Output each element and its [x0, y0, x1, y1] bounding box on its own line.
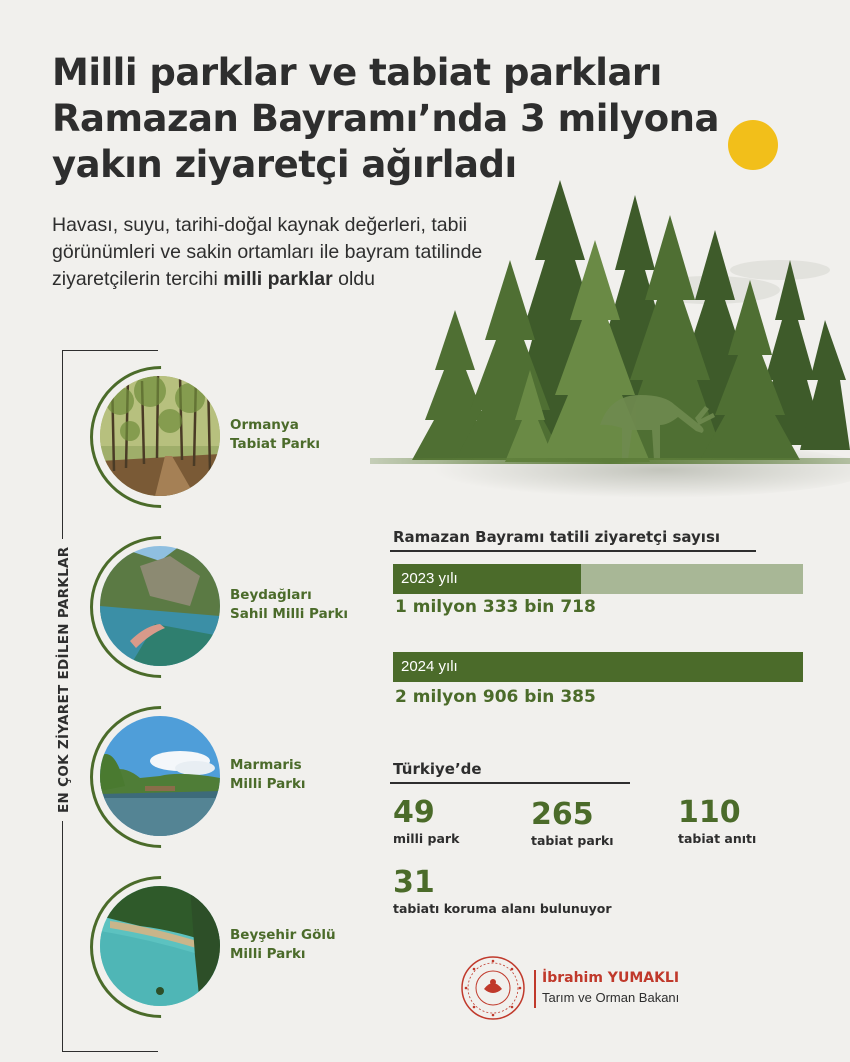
bar-year-label: 2024 yılı: [401, 658, 458, 675]
page-title: [52, 50, 752, 188]
chart-title: Ramazan Bayramı tatili ziyaretçi sayısı: [393, 528, 721, 546]
stat-caption: tabiat parkı: [531, 833, 614, 848]
bar-2023: [393, 564, 803, 594]
stat-nature-parks: [531, 798, 614, 848]
turkey-title: Türkiye’de: [393, 760, 482, 778]
most-visited-parks-label: EN ÇOK ZİYARET EDİLEN PARKLAR: [56, 539, 72, 821]
park-name-line1: Beydağları: [230, 587, 312, 603]
park-name: [230, 926, 390, 964]
park-name-line1: Beyşehir Gölü: [230, 927, 336, 943]
stat-number: 49: [393, 795, 435, 830]
bar-2024: [393, 652, 803, 682]
stat-nature-monuments: [678, 796, 756, 846]
title-line-2: Ramazan Bayramı’nda 3 milyona: [52, 97, 719, 140]
park-name-line2: Milli Parkı: [230, 776, 306, 792]
turkey-title-divider: [390, 782, 630, 784]
park-name-line2: Sahil Milli Parkı: [230, 606, 348, 622]
title-line-1: Milli parklar ve tabiat parkları: [52, 51, 662, 94]
park-photo-forest-path: [100, 376, 220, 496]
chart-title-divider: [390, 550, 756, 552]
stat-caption: milli park: [393, 831, 460, 846]
stat-number: 31: [393, 865, 435, 900]
subtitle-bold: milli parklar: [223, 268, 333, 290]
bar-value-2023: 1 milyon 333 bin 718: [395, 597, 596, 617]
park-name: [230, 756, 390, 794]
park-name-line1: Marmaris: [230, 757, 302, 773]
park-name-line1: Ormanya: [230, 417, 299, 433]
signature-divider: [534, 970, 536, 1008]
park-photo-lake: [100, 716, 220, 836]
stat-national-parks: [393, 796, 459, 846]
minister-role: Tarım ve Orman Bakanı: [542, 990, 680, 1005]
park-photo-turquoise-lake: [100, 886, 220, 1006]
bar-value-2024: 2 milyon 906 bin 385: [395, 687, 596, 707]
subtitle-end: oldu: [332, 268, 375, 290]
park-name-line2: Tabiat Parkı: [230, 436, 321, 452]
park-name: [230, 416, 390, 454]
sun-icon: [728, 120, 778, 170]
title-line-3: yakın ziyaretçi ağırladı: [52, 143, 517, 186]
stat-caption: tabiat anıtı: [678, 831, 757, 846]
subtitle-text: Havası, suyu, tarihi-doğal kaynak değerleri, tabii görünümleri ve sakin ortamları ile bayram tatilinde ziyaretçilerin tercihi: [52, 214, 483, 290]
stat-number: 265: [531, 797, 594, 832]
park-name-line2: Milli Parkı: [230, 946, 306, 962]
forest-illustration: [370, 170, 850, 500]
stat-protected-areas: [393, 866, 612, 916]
minister-name: İbrahim YUMAKLI: [542, 970, 680, 986]
ministry-emblem-icon: [460, 955, 526, 1021]
bar-year-label: 2023 yılı: [401, 570, 458, 587]
stat-caption: tabiatı koruma alanı bulunuyor: [393, 901, 612, 916]
stat-number: 110: [678, 795, 741, 830]
park-name: [230, 586, 390, 624]
park-photo-coast-cliffs: [100, 546, 220, 666]
